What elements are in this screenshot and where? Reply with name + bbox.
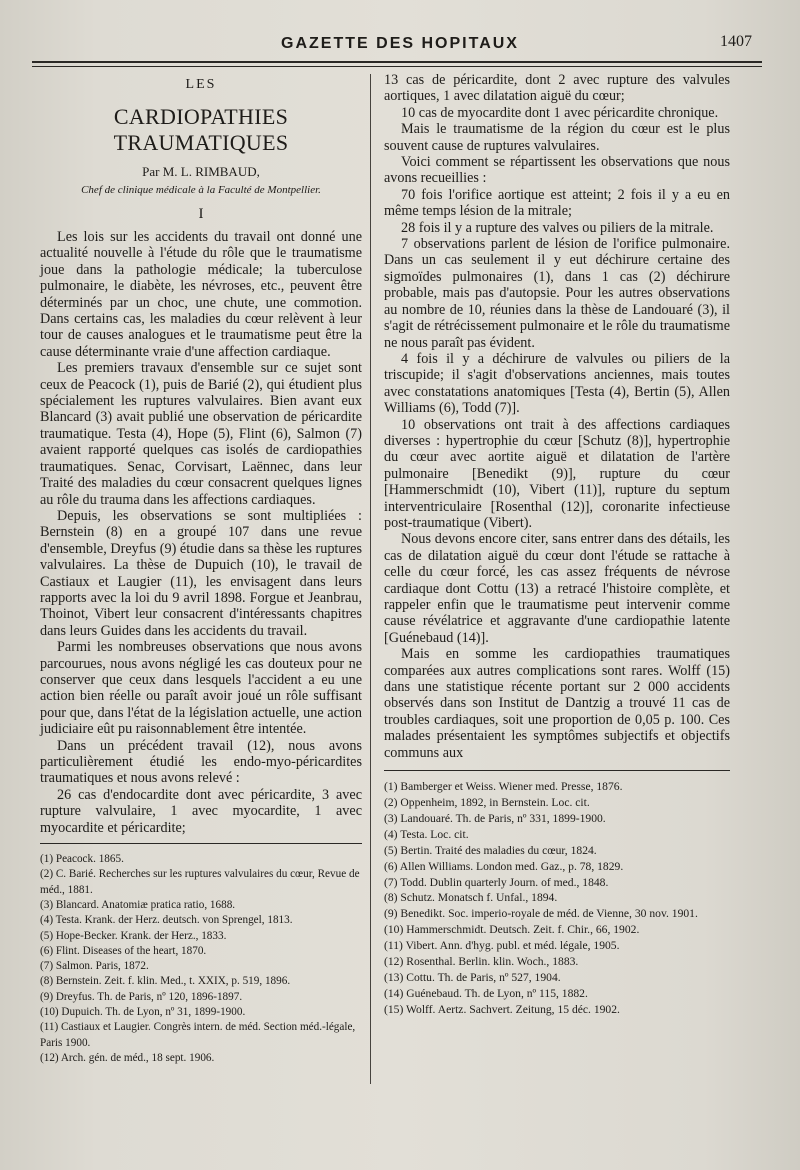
footnote: (7) Todd. Dublin quarterly Journ. of med., 1848.: [384, 875, 609, 889]
paragraph: 10 cas de myocardite dont 1 avec péricardite chronique.: [401, 104, 719, 121]
footnote: (12) Rosenthal. Berlin. klin. Woch., 1883.: [384, 955, 579, 969]
header-rule-thick: [32, 61, 762, 63]
section-number: I: [198, 206, 204, 222]
paragraph: 7 observations parlent de lésion de l'orifice pulmonaire. Dans un cas seulement il y eut déchirure certaine des sigmoïdes pulmonaires (1), dans 1 cas (2) déchirure probable, mais pas d'autopsie. Pour les autres observations au nombre de 10, réunies dans la thèse de Landouaré (3), il s'agit de rétrécissement pulmonaire et le rôle du traumatisme ne nous paraît pas évident.: [384, 236, 730, 351]
paragraph: Mais en somme les cardiopathies traumatiques comparées aux autres complications sont rares. Wolff (15) dans une statistique récente portant sur 2 000 accidents observés dans son Institut de Dantzig a trouvé 11 cas de troubles cardiaques, soit une proportion de 0,05 p. 100. Ces malades présentaient les symptômes subjectifs et objectifs communs aux: [384, 646, 730, 761]
page-number: 1407: [720, 33, 752, 50]
paragraph: Les lois sur les accidents du travail ont donné une actualité nouvelle à l'étude du rôle que le traumatisme joue dans la pathologie médicale; la tuberculose pulmonaire, le diabète, les névroses, etc., peuvent être déterminés par un choc, une chute, une commotion. Dans certains cas, les maladies du cœur relèvent à leur tour de causes analogues et le traumatisme peut être la cause déterminante vraie d'une affection cardiaque.: [40, 229, 362, 360]
footnote-rule: [384, 770, 730, 771]
footnote: (14) Guénebaud. Th. de Lyon, nº 115, 1882.: [384, 986, 588, 1000]
footnote: (13) Cottu. Th. de Paris, nº 527, 1904.: [384, 970, 561, 984]
footnote: (3) Blancard. Anatomiæ pratica ratio, 1688.: [40, 898, 236, 911]
paragraph: Mais le traumatisme de la région du cœur est le plus souvent cause de ruptures valvulaires.: [384, 121, 730, 154]
footnote: (9) Benedikt. Soc. imperio-royale de méd. de Vienne, 30 nov. 1901.: [384, 907, 698, 921]
footnote: (1) Bamberger et Weiss. Wiener med. Presse, 1876.: [384, 780, 623, 794]
footnote: (6) Allen Williams. London med. Gaz., p. 78, 1829.: [384, 859, 624, 873]
paragraph: Dans un précédent travail (12), nous avons particulièrement étudié les endo-myo-péricardites traumatiques et nous avons relevé :: [40, 737, 362, 787]
left-footnotes: [40, 852, 362, 1066]
footnote: (2) C. Barié. Recherches sur les ruptures valvulaires du cœur, Revue de méd., 1881.: [40, 868, 360, 896]
header-rule-thin: [32, 66, 762, 67]
left-body-text: [40, 229, 362, 836]
paragraph: Depuis, les observations se sont multipliées : Bernstein (8) en a groupé 107 dans une revue d'ensemble, Dreyfus (9) étudie dans sa thèse les ruptures valvulaires. La thèse de Dupuich (10), le travail de Castiaux et Laugier (11), les envisagent dans leurs rapports avec la loi du 9 avril 1898. Forgue et Jeanbrau, Thoinot, Vibert leur consacrent d'intéressants chapitres dans leurs Guides dans les accidents du travail.: [40, 507, 362, 639]
footnote: (5) Bertin. Traité des maladies du cœur, 1824.: [384, 843, 597, 857]
article-title: CARDIOPATHIES TRAUMATIQUES: [113, 104, 289, 155]
footnote: (5) Hope-Becker. Krank. der Herz., 1833.: [40, 929, 227, 942]
paragraph: Voici comment se répartissent les observations que nous avons recueillies :: [384, 154, 730, 187]
paragraph: Nous devons encore citer, sans entrer dans des détails, les cas de dilatation aiguë du cœur dont l'étude se rattache à celle du cœur forcé, les cas assez fréquents de névrose cardiaque dont Cottu (13) a retracé l'histoire complète, et rappeler enfin que le traumatisme peut intervenir comme cause révélatrice et aggravante d'une cardiopathie latente [Guénebaud (14)].: [384, 531, 730, 646]
article-author: Par M. L. RIMBAUD,: [142, 164, 260, 179]
paragraph: 26 cas d'endocardite dont avec péricardite, 3 avec rupture valvulaire, 1 avec myocardite, 1 avec myocardite et péricardite;: [40, 786, 362, 836]
paragraph: 70 fois l'orifice aortique est atteint; 2 fois il y a eu en même temps lésion de la mitrale;: [384, 186, 730, 220]
footnote: (4) Testa. Loc. cit.: [384, 827, 469, 841]
footnote: (7) Salmon. Paris, 1872.: [40, 960, 149, 973]
footnote-rule: [40, 843, 362, 844]
footnote: (8) Bernstein. Zeit. f. klin. Med., t. XXIX, p. 519, 1896.: [40, 975, 291, 988]
paragraph: 10 observations ont trait à des affections cardiaques diverses : hypertrophie du cœur [Schutz (8)], hypertrophie du cœur avec aortite aiguë et dilatation de l'artère pulmonaire [Benedikt (9)], rupture du cœur [Hammerschmidt (10), Vibert (11)], rupture du septum interventriculaire [Rosenthal (12)], coronarite infectieuse post-traumatique (Vibert).: [384, 416, 730, 531]
footnote: (4) Testa. Krank. der Herz. deutsch. von Sprengel, 1813.: [40, 914, 293, 927]
footnote: (6) Flint. Diseases of the heart, 1870.: [40, 944, 207, 957]
footnote: (10) Hammerschmidt. Deutsch. Zeit. f. Chir., 66, 1902.: [384, 923, 640, 937]
column-divider: [370, 74, 371, 1084]
right-column: [384, 72, 730, 1018]
footnote: (2) Oppenheim, 1892, in Bernstein. Loc. cit.: [384, 795, 590, 809]
right-footnotes: [384, 779, 730, 1018]
footnote: (9) Dreyfus. Th. de Paris, nº 120, 1896-1897.: [40, 990, 243, 1003]
footnote: (11) Castiaux et Laugier. Congrès intern. de méd. Section méd.-légale, Paris 1900.: [40, 1021, 356, 1049]
footnote: (10) Dupuich. Th. de Lyon, nº 31, 1899-1900.: [40, 1006, 246, 1018]
page-header-title: GAZETTE DES HOPITAUX: [281, 35, 519, 52]
left-column: [40, 72, 362, 1066]
paragraph: Parmi les nombreuses observations que nous avons parcourues, nous avons négligé les cas douteux pour ne conserver que ceux dans lesquels l'accident a eu une action bien réelle ou paraît avoir joué un rôle suffisant pour que, dans l'état de la législation actuelle, une action judiciaire eût pu raisonnablement être intentée.: [40, 639, 362, 738]
footnote: (1) Peacock. 1865.: [40, 853, 124, 866]
article-kicker: LES: [185, 77, 217, 92]
paragraph: 28 fois il y a rupture des valves ou piliers de la mitrale.: [401, 219, 714, 236]
footnote: (12) Arch. gén. de méd., 18 sept. 1906.: [40, 1051, 215, 1064]
right-body-text: [384, 72, 730, 761]
footnote: (11) Vibert. Ann. d'hyg. publ. et méd. légale, 1905.: [384, 939, 620, 953]
footnote: (8) Schutz. Monatsch f. Unfal., 1894.: [384, 891, 558, 905]
paragraph: 4 fois il y a déchirure de valvules ou piliers de la triscupide; il s'agit d'observations anciennes, mais toutes avec constatations anatomiques [Testa (4), Bertin (5), Allen Williams (6), Todd (7)].: [384, 350, 730, 417]
article-affiliation: Chef de clinique médicale à la Faculté de Montpellier.: [81, 184, 321, 196]
footnote: (15) Wolff. Aertz. Sachvert. Zeitung, 15 déc. 1902.: [384, 1002, 620, 1016]
paragraph: Les premiers travaux d'ensemble sur ce sujet sont ceux de Peacock (1), puis de Barié (2), qui étudient plus spécialement les ruptures valvulaires. Bien avant eux Blancard (3) avait publié une observation de péricardite traumatique. Testa (4), Hope (5), Flint (6), Salmon (7) avaient rapporté quelques cas isolés de cardiopathies traumatiques. Senac, Corvisart, Laënnec, dans leur Traité des maladies du cœur consacrent quelques lignes au rôle du trauma dans les affections cardiaques.: [40, 360, 362, 508]
paragraph: 13 cas de péricardite, dont 2 avec rupture des valvules aortiques, 1 avec dilatation aiguë du cœur;: [384, 72, 730, 105]
footnote: (3) Landouaré. Th. de Paris, nº 331, 1899-1900.: [384, 811, 606, 825]
